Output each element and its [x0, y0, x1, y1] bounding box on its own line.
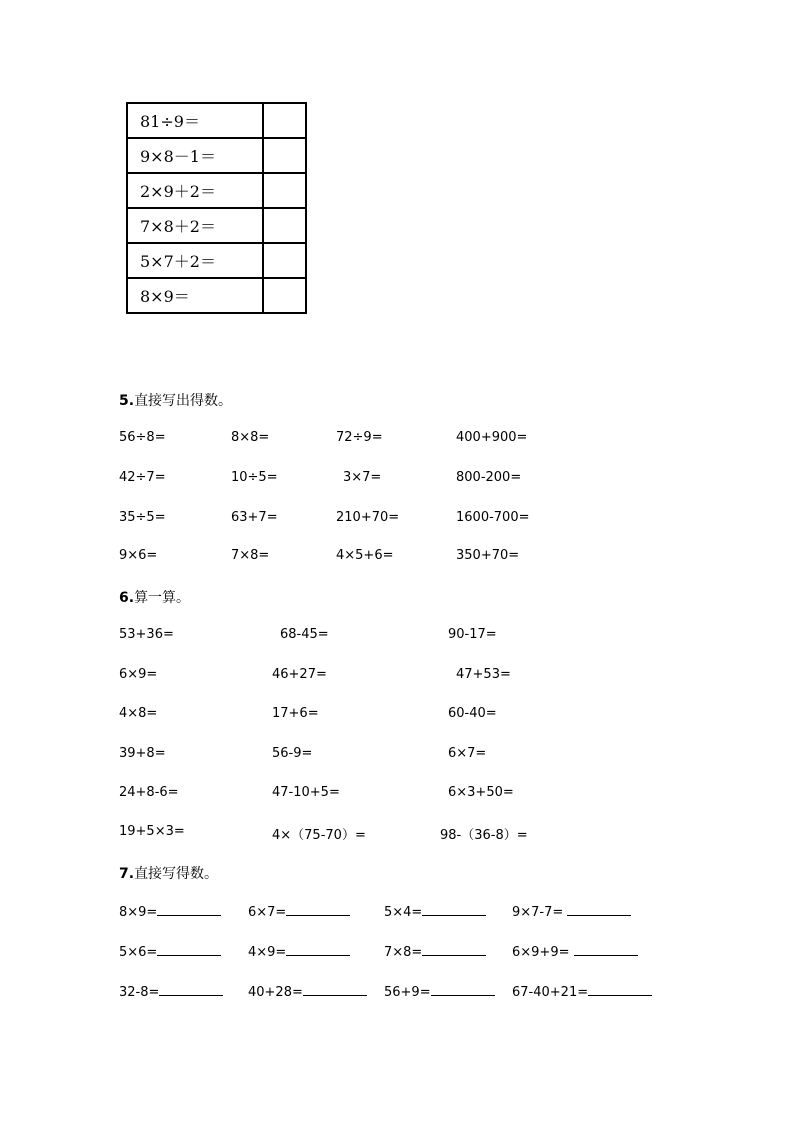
answer-blank[interactable] — [303, 983, 367, 996]
table-answer-cell[interactable] — [263, 138, 306, 173]
problem: 350+70= — [456, 548, 520, 563]
problem: 39+8= — [119, 746, 166, 761]
answer-table — [126, 102, 307, 314]
table-answer-cell[interactable] — [263, 173, 306, 208]
table-row — [127, 243, 306, 278]
problem-text: 40+28= — [248, 985, 303, 1000]
table-row — [127, 138, 306, 173]
problem-text: 67-40+21= — [512, 985, 589, 1000]
problem: 1600-700= — [456, 510, 530, 525]
section7-title: 直接写得数。 — [134, 866, 219, 882]
problem: 42÷7= — [119, 470, 166, 485]
answer-blank[interactable] — [574, 943, 638, 956]
problem-text: 7×8= — [384, 945, 423, 960]
section7-number: 7. — [119, 866, 135, 882]
table-question: 2×9＋2＝ — [127, 173, 263, 208]
problem: 98-（36-8）= — [440, 828, 528, 843]
problem: 6×9= — [119, 667, 158, 682]
problem-text: 5×6= — [119, 945, 158, 960]
problem: 56-9= — [272, 746, 313, 761]
problem: 60-40= — [448, 706, 497, 721]
fill-problem — [119, 903, 221, 920]
problem: 47-10+5= — [272, 785, 340, 800]
section5-title: 直接写出得数。 — [134, 393, 233, 409]
section7-heading — [119, 863, 218, 883]
answer-blank[interactable] — [286, 903, 350, 916]
fill-problem — [384, 903, 486, 920]
problem: 24+8-6= — [119, 785, 179, 800]
problem: 800-200= — [456, 470, 522, 485]
problem: 47+53= — [456, 667, 511, 682]
problem: 9×6= — [119, 548, 158, 563]
problem: 56÷8= — [119, 430, 166, 445]
problem: 10÷5= — [231, 470, 278, 485]
table-question: 7×8＋2＝ — [127, 208, 263, 243]
problem: 6×7= — [448, 746, 487, 761]
answer-blank[interactable] — [157, 903, 221, 916]
problem: 68-45= — [280, 627, 329, 642]
fill-problem — [384, 943, 486, 960]
problem-text: 56+9= — [384, 985, 431, 1000]
answer-blank[interactable] — [422, 943, 486, 956]
problem: 3×7= — [343, 470, 382, 485]
answer-blank[interactable] — [588, 983, 652, 996]
fill-problem — [248, 943, 350, 960]
fill-problem — [512, 943, 638, 960]
table-answer-cell[interactable] — [263, 208, 306, 243]
problem: 6×3+50= — [448, 785, 514, 800]
table-answer-cell[interactable] — [263, 103, 306, 138]
problem: 7×8= — [231, 548, 270, 563]
problem: 8×8= — [231, 430, 270, 445]
problem: 19+5×3= — [119, 824, 185, 839]
problem-text: 9×7-7= — [512, 905, 564, 920]
problem: 210+70= — [336, 510, 400, 525]
fill-problem — [248, 903, 350, 920]
fill-problem — [512, 903, 631, 920]
problem: 90-17= — [448, 627, 497, 642]
problem-text: 32-8= — [119, 985, 160, 1000]
fill-problem — [384, 983, 495, 1000]
fill-problem — [119, 943, 221, 960]
section6-number: 6. — [119, 590, 135, 606]
table-answer-cell[interactable] — [263, 243, 306, 278]
problem-text: 4×9= — [248, 945, 287, 960]
problem: 4×5+6= — [336, 548, 394, 563]
fill-problem — [119, 983, 223, 1000]
problem: 4×8= — [119, 706, 158, 721]
problem-text: 8×9= — [119, 905, 158, 920]
section5-heading — [119, 390, 232, 410]
problem: 4×（75-70）= — [272, 828, 366, 843]
fill-problem — [512, 983, 652, 1000]
fill-problem — [248, 983, 367, 1000]
problem: 400+900= — [456, 430, 528, 445]
table-row — [127, 173, 306, 208]
table-row — [127, 208, 306, 243]
answer-blank[interactable] — [159, 983, 223, 996]
answer-blank[interactable] — [431, 983, 495, 996]
problem: 72÷9= — [336, 430, 383, 445]
table-row — [127, 103, 306, 138]
table-row — [127, 278, 306, 313]
problem: 17+6= — [272, 706, 319, 721]
problem: 63+7= — [231, 510, 278, 525]
problem: 35÷5= — [119, 510, 166, 525]
problem-text: 6×7= — [248, 905, 287, 920]
answer-blank[interactable] — [157, 943, 221, 956]
table-answer-cell[interactable] — [263, 278, 306, 313]
problem: 53+36= — [119, 627, 174, 642]
problem-text: 6×9+9= — [512, 945, 570, 960]
table-question: 9×8－1＝ — [127, 138, 263, 173]
section5-number: 5. — [119, 393, 135, 409]
section6-title: 算一算。 — [134, 590, 191, 606]
answer-blank[interactable] — [286, 943, 350, 956]
problem-text: 5×4= — [384, 905, 423, 920]
section6-heading — [119, 587, 190, 607]
problem: 46+27= — [272, 667, 327, 682]
answer-blank[interactable] — [567, 903, 631, 916]
table-question: 5×7＋2＝ — [127, 243, 263, 278]
table-question: 81÷9＝ — [127, 103, 263, 138]
table-question: 8×9＝ — [127, 278, 263, 313]
answer-blank[interactable] — [422, 903, 486, 916]
